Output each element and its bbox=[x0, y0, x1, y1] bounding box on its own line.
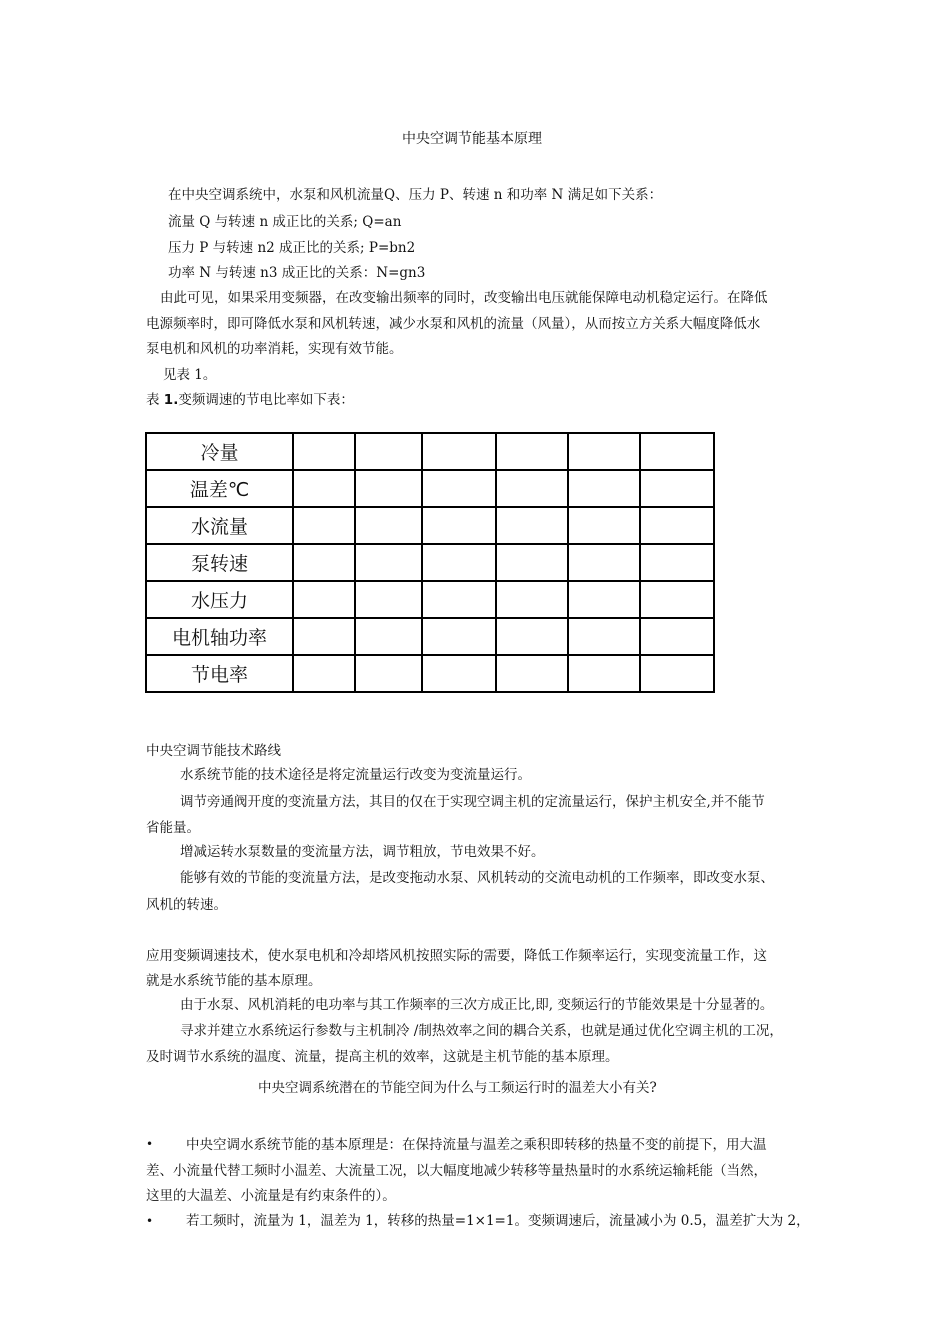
table-row bbox=[146, 433, 714, 470]
table-cell bbox=[293, 581, 355, 618]
table-cell bbox=[496, 655, 568, 692]
table-cell bbox=[568, 618, 640, 655]
table-row bbox=[146, 655, 714, 692]
table-cell bbox=[568, 655, 640, 692]
section-title-tech-route: 中央空调节能技术路线 bbox=[146, 743, 281, 759]
table-cell bbox=[293, 655, 355, 692]
table-cell bbox=[640, 433, 714, 470]
table-cell bbox=[293, 507, 355, 544]
table-caption bbox=[146, 390, 354, 410]
page-title: 中央空调节能基本原理 bbox=[402, 131, 542, 147]
table-cell bbox=[422, 618, 496, 655]
para1-line-3: 泵电机和风机的功率消耗，实现有效节能。 bbox=[146, 341, 403, 357]
table-cell bbox=[496, 507, 568, 544]
section2-p5-line-1: 应用变频调速技术，使水泵电机和冷却塔风机按照实际的需要，降低工作频率运行，实现变流量工作，这 bbox=[146, 948, 767, 964]
bullet-marker: • bbox=[146, 1214, 154, 1228]
table-cell bbox=[568, 507, 640, 544]
table-cell bbox=[355, 618, 422, 655]
intro-line-2: 流量 Q 与转速 n 成正比的关系; Q=an bbox=[168, 214, 402, 230]
table-cell bbox=[568, 433, 640, 470]
table-cell bbox=[422, 544, 496, 581]
table-cell bbox=[422, 433, 496, 470]
table-cell bbox=[568, 544, 640, 581]
table-cell bbox=[293, 470, 355, 507]
intro-line-3: 压力 P 与转速 n2 成正比的关系; P=bn2 bbox=[168, 240, 416, 256]
bullet2-line-1: 若工频时，流量为 1，温差为 1，转移的热量=1×1=1。变频调速后，流量减小为 0.5，温差扩大为 2， bbox=[186, 1213, 810, 1229]
question-heading: 中央空调系统潜在的节能空间为什么与工频运行时的温差大小有关? bbox=[258, 1080, 657, 1096]
bullet-marker: • bbox=[146, 1137, 154, 1151]
table-cell bbox=[293, 433, 355, 470]
section2-p3: 增减运转水泵数量的变流量方法，调节粗放，节电效果不好。 bbox=[180, 844, 545, 860]
row-label: 水压力 bbox=[146, 581, 293, 618]
table-cell bbox=[355, 507, 422, 544]
bullet1-line-3: 这里的大温差、小流量是有约束条件的）。 bbox=[146, 1188, 396, 1204]
table-cell bbox=[496, 433, 568, 470]
table-cell bbox=[640, 618, 714, 655]
row-label: 电机轴功率 bbox=[146, 618, 293, 655]
table-caption-number: 1. bbox=[163, 392, 179, 408]
section2-p2-line-1: 调节旁通阀开度的变流量方法，其目的仅在于实现空调主机的定流量运行，保护主机安全,并不能节 bbox=[180, 794, 765, 810]
table-row bbox=[146, 581, 714, 618]
section2-p6: 由于水泵、风机消耗的电功率与其工作频率的三次方成正比,即, 变频运行的节能效果是十分显著的。 bbox=[180, 997, 774, 1013]
energy-saving-table bbox=[145, 432, 715, 693]
table-cell bbox=[355, 433, 422, 470]
table-row bbox=[146, 544, 714, 581]
table-cell bbox=[422, 507, 496, 544]
table-cell bbox=[640, 470, 714, 507]
table-cell bbox=[293, 544, 355, 581]
bullet1-line-2: 差、小流量代替工频时小温差、大流量工况，以大幅度地减少转移等量热量时的水系统运输耗能（当然， bbox=[146, 1163, 767, 1179]
para1-line-2: 电源频率时，即可降低水泵和风机转速，减少水泵和风机的流量（风量），从而按立方关系大幅度降低水 bbox=[146, 316, 761, 332]
section2-p2-line-2: 省能量。 bbox=[146, 820, 200, 836]
table-row bbox=[146, 470, 714, 507]
row-label: 节电率 bbox=[146, 655, 293, 692]
section2-p4-line-1: 能够有效的节能的变流量方法，是改变拖动水泵、风机转动的交流电动机的工作频率，即改变水泵、 bbox=[180, 870, 774, 886]
table-cell bbox=[496, 618, 568, 655]
table-cell bbox=[568, 581, 640, 618]
table-cell bbox=[355, 655, 422, 692]
table-cell bbox=[640, 655, 714, 692]
table-cell bbox=[496, 544, 568, 581]
table-cell bbox=[640, 581, 714, 618]
table-caption-text: 变频调速的节电比率如下表： bbox=[178, 392, 354, 408]
table-caption-prefix: 表 bbox=[146, 392, 164, 408]
table-cell bbox=[293, 618, 355, 655]
section2-p7-line-1: 寻求并建立水系统运行参数与主机制冷 /制热效率之间的耦合关系，也就是通过优化空调主机的工况， bbox=[180, 1023, 783, 1039]
row-label: 温差℃ bbox=[146, 470, 293, 507]
table-cell bbox=[496, 581, 568, 618]
table-row bbox=[146, 507, 714, 544]
para1-line-1: 由此可见，如果采用变频器，在改变输出频率的同时，改变输出电压就能保障电动机稳定运行。在降低 bbox=[160, 290, 768, 306]
row-label: 冷量 bbox=[146, 433, 293, 470]
table-cell bbox=[568, 470, 640, 507]
see-table-note: 见表 1。 bbox=[163, 367, 217, 383]
table-cell bbox=[422, 581, 496, 618]
table-cell bbox=[355, 470, 422, 507]
section2-p1: 水系统节能的技术途径是将定流量运行改变为变流量运行。 bbox=[180, 767, 531, 783]
intro-line-4: 功率 N 与转速 n3 成正比的关系：N=gn3 bbox=[168, 265, 426, 281]
row-label: 水流量 bbox=[146, 507, 293, 544]
bullet1-line-1: 中央空调水系统节能的基本原理是：在保持流量与温差之乘积即转移的热量不变的前提下，用大温 bbox=[186, 1137, 767, 1153]
table-cell bbox=[355, 544, 422, 581]
table-cell bbox=[355, 581, 422, 618]
section2-p5-line-2: 就是水系统节能的基本原理。 bbox=[146, 973, 322, 989]
table-cell bbox=[422, 470, 496, 507]
section2-p4-line-2: 风机的转速。 bbox=[146, 897, 227, 913]
table-cell bbox=[640, 544, 714, 581]
section2-p7-line-2: 及时调节水系统的温度、流量，提高主机的效率，这就是主机节能的基本原理。 bbox=[146, 1049, 619, 1065]
table-cell bbox=[640, 507, 714, 544]
table-cell bbox=[422, 655, 496, 692]
intro-line-1: 在中央空调系统中，水泵和风机流量Q、压力 P、转速 n 和功率 N 满足如下关系： bbox=[168, 187, 663, 203]
table-cell bbox=[496, 470, 568, 507]
table-row bbox=[146, 618, 714, 655]
row-label: 泵转速 bbox=[146, 544, 293, 581]
